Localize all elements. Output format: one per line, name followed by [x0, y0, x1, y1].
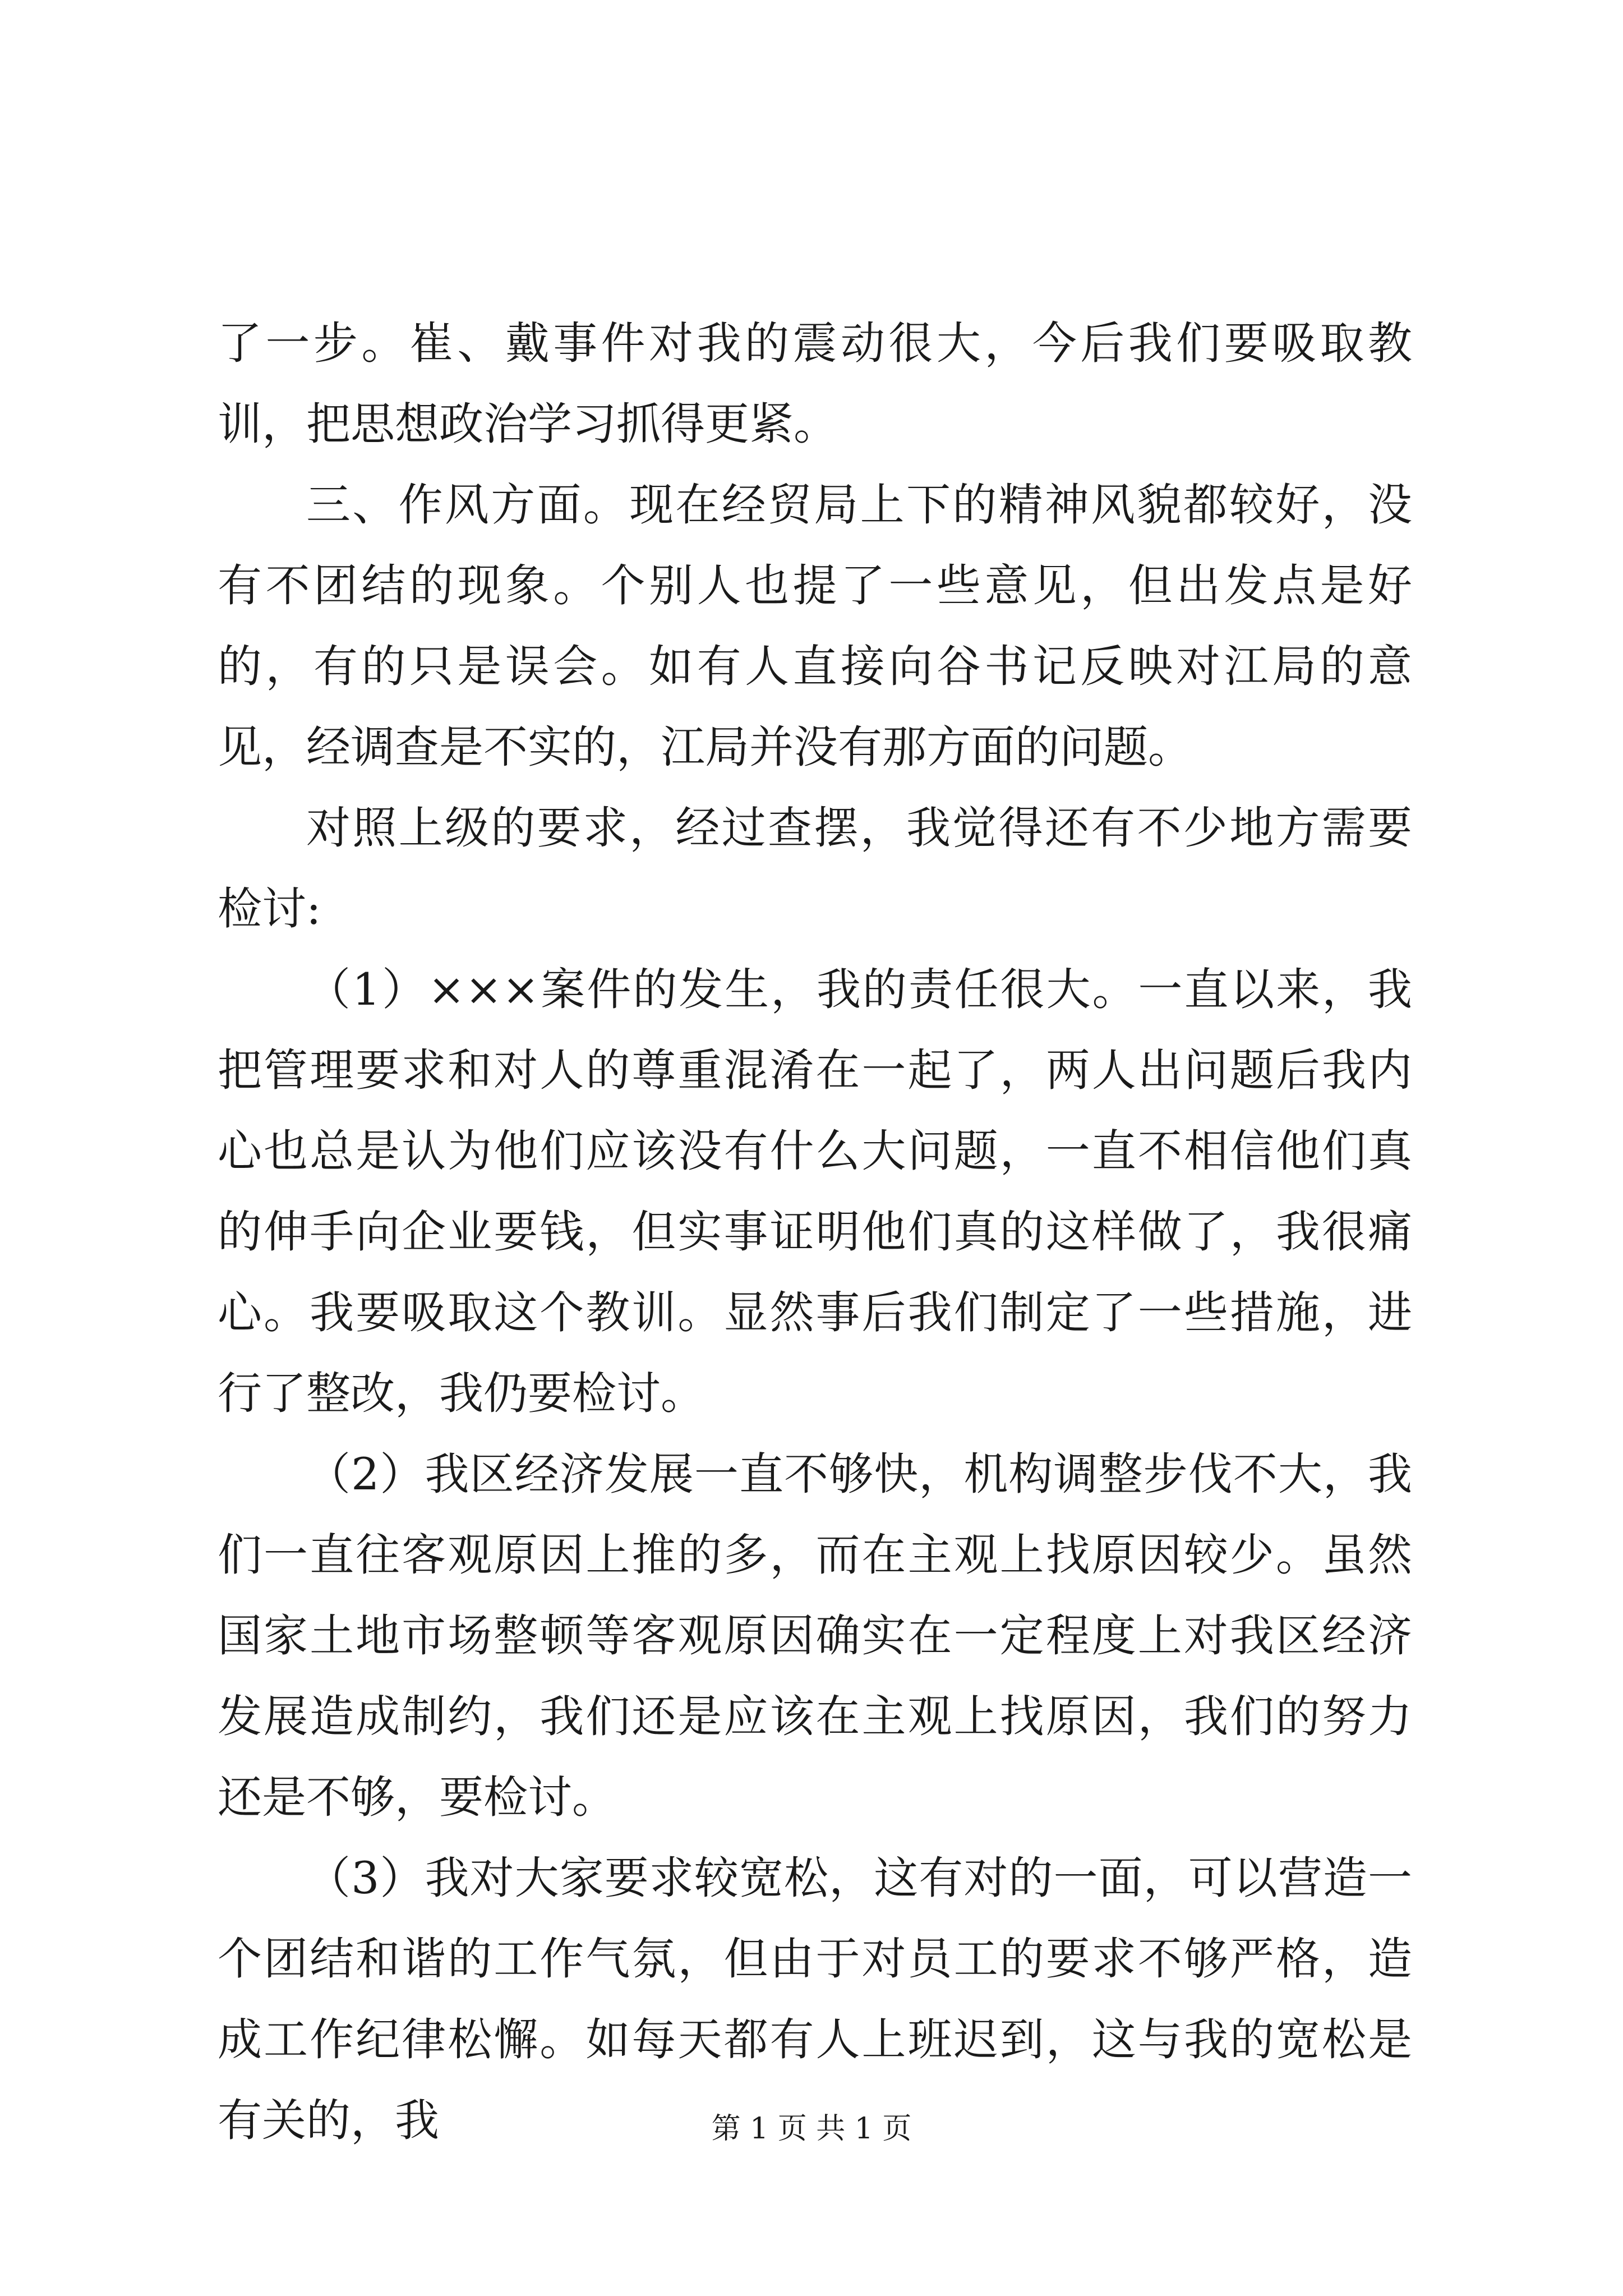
paragraph-item-3: （3）我对大家要求较宽松，这有对的一面，可以营造一个团结和谐的工作气氛，但由于对员工的要求不够严格，造成工作纪律松懈。如每天都有人上班迟到，这与我的宽松是有关的，我	[218, 1852, 1412, 2146]
paragraph-item-1: （1）×××案件的发生，我的责任很大。一直以来，我把管理要求和对人的尊重混淆在一起了，两人出问题后我内心也总是认为他们应该没有什么大问题，一直不相信他们真的伸手向企业要钱，但实事证明他们真的这样做了，我很痛心。我要吸取这个教训。显然事后我们制定了一些措施，进行了整改，我仍要检讨。	[218, 964, 1412, 1419]
paragraph-item-2: （2）我区经济发展一直不够快，机构调整步伐不大，我们一直往客观原因上推的多，而在主观上找原因较少。虽然国家土地市场整顿等客观原因确实在一定程度上对我区经济发展造成制约，我们还是应该在主观上找原因，我们的努力还是不够，要检讨。	[218, 1448, 1412, 1823]
page-footer: 第 1 页 共 1 页	[711, 2112, 912, 2146]
paragraph-self-review-intro: 对照上级的要求，经过查摆，我觉得还有不少地方需要检讨:	[218, 802, 1412, 935]
paragraph-work-style: 三、作风方面。现在经贸局上下的精神风貌都较好，没有不团结的现象。个别人也提了一些意见，但出发点是好的，有的只是误会。如有人直接向谷书记反映对江局的意见，经调查是不实的，江局并没有那方面的问题。	[218, 479, 1412, 773]
document-body	[218, 303, 1412, 2161]
paragraph-continuation: 了一步。崔、戴事件对我的震动很大，今后我们要吸取教训，把思想政治学习抓得更紧。	[218, 318, 1412, 450]
